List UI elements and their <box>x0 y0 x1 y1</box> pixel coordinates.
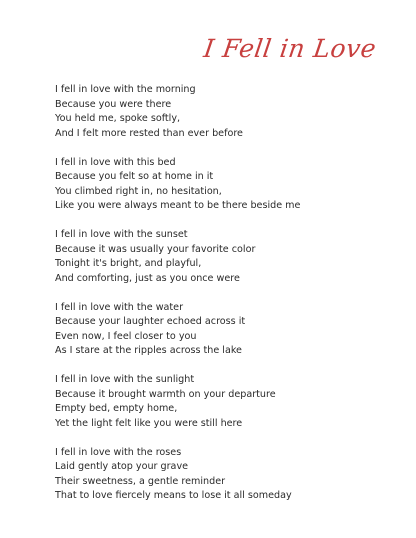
poem-line: I fell in love with the morning <box>55 84 196 95</box>
poem-line: I fell in love with the sunlight <box>55 374 195 385</box>
poem-line: Because you were there <box>55 98 172 110</box>
poem-line: You held me, spoke softly, <box>55 113 181 124</box>
poem-line: Tonight it's bright, and playful, <box>55 258 202 269</box>
poem-title: I Fell in Love <box>201 34 379 63</box>
poem-line: As I stare at the ripples across the lake <box>55 345 242 356</box>
poem-line: I fell in love with the sunset <box>55 229 188 240</box>
poem-line: Even now, I feel closer to you <box>55 330 197 342</box>
stanza <box>55 228 405 286</box>
stanza <box>55 83 405 141</box>
poem-line: Their sweetness, a gentle reminder <box>55 475 226 487</box>
poem-line: I fell in love with this bed <box>55 156 176 168</box>
stanza <box>55 446 405 504</box>
stanza <box>55 373 405 431</box>
poem-line: And comforting, just as you once were <box>55 272 240 284</box>
poem-line: Because you felt so at home in it <box>55 171 214 182</box>
poem-line: Because it brought warmth on your departure <box>55 388 276 400</box>
poem-line: Laid gently atop your grave <box>55 461 189 472</box>
poem-line: I fell in love with the water <box>55 301 184 313</box>
poem-line: Because your laughter echoed across it <box>55 316 246 327</box>
poem-body <box>55 83 405 518</box>
poem-line: You climbed right in, no hesitation, <box>55 185 222 197</box>
stanza <box>55 156 405 214</box>
poem-line: And I felt more rested than ever before <box>55 127 243 139</box>
poem-line: Empty bed, empty home, <box>55 403 178 414</box>
poem-line: That to love fiercely means to lose it all someday <box>55 490 292 501</box>
stanza <box>55 301 405 359</box>
poem-line: Because it was usually your favorite color <box>55 243 256 255</box>
poem-line: Like you were always meant to be there beside me <box>55 200 301 211</box>
poem-line: Yet the light felt like you were still here <box>55 417 243 429</box>
poem-line: I fell in love with the roses <box>55 446 182 458</box>
